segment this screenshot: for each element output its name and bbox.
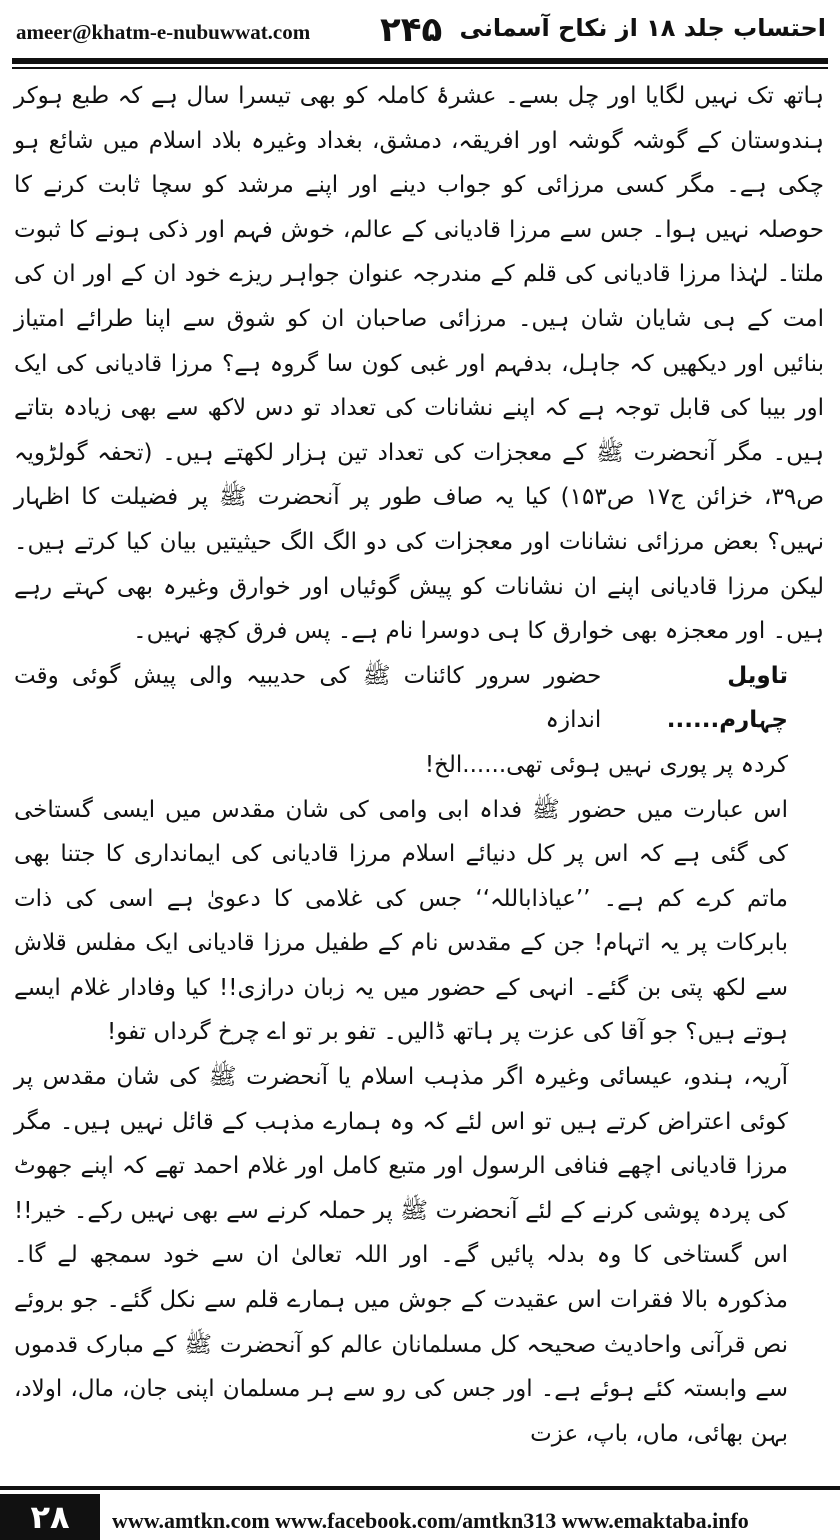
footer-urls: www.amtkn.com www.facebook.com/amtkn313 www.emaktaba.info [112,1508,749,1533]
header-book-title: احتساب جلد ۱۸ از نکاح آسمانی [459,14,826,42]
body-text [14,74,824,1456]
heading-continuation: کردہ پر پوری نہیں ہوئی تھی......الخ! [424,751,788,778]
section-heading [14,654,824,743]
header-divider-thick [12,58,828,64]
paragraph: ہاتھ تک نہیں لگایا اور چل بسے۔ عشرۂ کاملہ کو بھی تیسرا سال ہے کہ طبع ہوکر ہندوستان کے گوشہ گوشہ اور افریقہ، دمشق، بغداد وغیرہ بلاد اسلام میں شائع ہو چکی ہے۔ مگر کسی مرزائی کو جواب دینے اور اپنے مرشد کو سچا ثابت کرنے کا حوصلہ نہیں ہوا۔ جس سے مرزا قادیانی کے عالم، خوش فہم اور ذکی ہونے کا ثبوت ملتا۔ لہٰذا مرزا قادیانی کی قلم کے مندرجہ عنوان جواہر ریزے خود ان کے اور ان کی امت کے ہی شایان شان ہیں۔ مرزائی صاحبان ان کو شوق سے اپنا طرائے امتیاز بنائیں اور دیکھیں کہ جاہل، بدفہم اور غبی کون سا گروہ ہے؟ مرزا قادیانی کی ایک اور بیبا کی قابل توجہ ہے کہ اپنے نشانات کی تعداد تو دس لاکھ سے بھی زیادہ بتاتے ہیں۔ مگر آنحضرت ﷺ کے معجزات کی تعداد تین ہزار لکھتے ہیں۔ (تحفہ گولڑویہ ص۳۹، خزائن ج۱۷ ص۱۵۳) کیا یہ صاف طور پر آنحضرت ﷺ پر فضیلت کا اظہار نہیں؟ بعض مرزائی نشانات اور معجزات کی دو الگ الگ حیثیتیں بیان کیا کرتے ہیں۔ لیکن مرزا قادیانی اپنے ان نشانات کو پیش گوئیاں اور خوارق وغیرہ بھی کہتے رہے ہیں۔ اور معجزہ بھی خوارق کا ہی دوسرا نام ہے۔ پس فرق کچھ نہیں۔ [14,83,824,645]
header-divider-thin [12,67,828,69]
heading-text: حضور سرور کائنات ﷺ کی حدیبیہ والی پیش گوئی وقت اندازہ [14,662,602,734]
paragraph: اس عبارت میں حضور ﷺ فداہ ابی وامی کی شان مقدس میں ایسی گستاخی کی گئی ہے کہ اس پر کل دنیائے اسلام مرزا قادیانی کی ایمانداری کا جتنا بھی ماتم کرے کم ہے۔ ’’عیاذاباللہ‘‘ جس کی غلامی کا دعویٰ ہے اسی کی ذات بابرکات پر یہ اتہام! جن کے مقدس نام کے طفیل مرزا قادیانی ایک مفلس قلاش سے لکھ پتی بن گئے۔ انہی کے حضور میں یہ زبان درازی!! کیا وفادار غلام ایسے ہوتے ہیں؟ جو آقا کی عزت پر ہاتھ ڈالیں۔ تفو بر تو اے چرخ گرداں تفو! [14,796,788,1046]
header-email: ameer@khatm-e-nubuwwat.com [16,20,311,44]
footer-page-badge: ۲۸ [0,1494,100,1540]
footer-divider [0,1486,840,1490]
page-header [16,10,826,54]
heading-label: تاویل چہارم...... [666,662,788,734]
paragraph: آریہ، ہندو، عیسائی وغیرہ اگر مذہب اسلام یا آنحضرت ﷺ کی شان مقدس پر کوئی اعتراض کرتے ہیں تو اس لئے کہ وہ ہمارے مذہب کے قائل نہیں ہیں۔ مگر مرزا قادیانی اچھے فنافی الرسول اور متبع کامل اور غلام احمد تھے کہ اپنے جھوٹ کی پردہ پوشی کرنے کے لئے آنحضرت ﷺ پر حملہ کرنے سے بھی نہیں رکے۔ خیر!! اس گستاخی کا وہ بدلہ پائیں گے۔ اور اللہ تعالیٰ ان سے خود سمجھ لے گا۔ مذکورہ بالا فقرات اس عقیدت کے جوش میں ہمارے قلم سے نکل گئے۔ جو بروئے نص قرآنی واحادیث صحیحہ کل مسلمانان عالم کو آنحضرت ﷺ کے مبارک قدموں سے وابستہ کئے ہوئے ہے۔ اور جس کی رو سے ہر مسلمان اپنی جان، مال، اولاد، بہن بھائی، ماں، باپ، عزت [14,1064,788,1447]
page-footer [0,1480,840,1540]
header-page-number: ۲۴۵ [380,10,443,50]
